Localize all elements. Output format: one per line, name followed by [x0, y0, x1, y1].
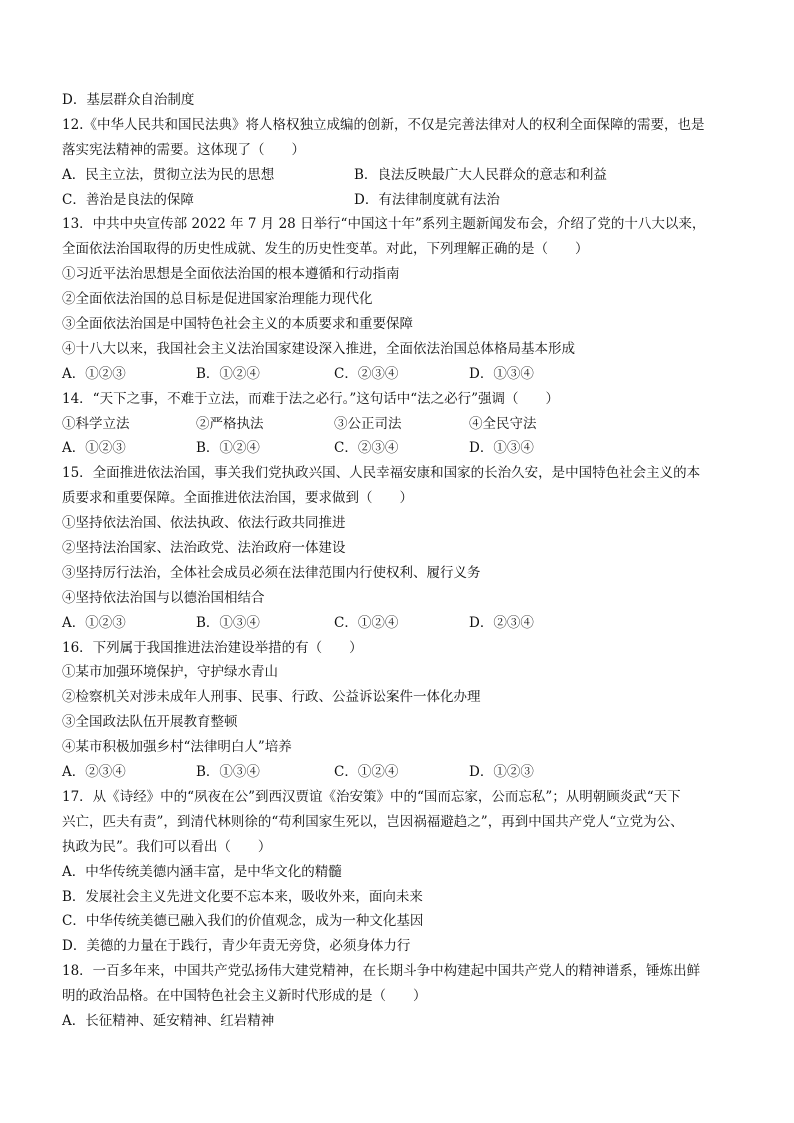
q17-option-a: A．中华传统美德内涵丰富，是中华文化的精髓 — [62, 863, 342, 880]
q15-option-b: B．①③④ — [196, 614, 260, 631]
q13-options — [62, 362, 742, 387]
q15-statement-4: ④坚持依法治国与以德治国相结合 — [62, 589, 265, 606]
q17-stem-line1: 17．从《诗经》中的“夙夜在公”到西汉贾谊《治安策》中的“国而忘家，公而忘私”；从明朝顾炎武“天下 — [62, 788, 681, 805]
q16-statement-2: ②检察机关对涉未成年人刑事、民事、行政、公益诉讼案件一体化办理 — [62, 689, 481, 706]
q12-stem-line2: 落实宪法精神的需要。这体现了（ ） — [62, 141, 305, 158]
q13-stem-line1: 13．中共中央宣传部 2022 年 7 月 28 日举行“中国这十年”系列主题新闻发布会，介绍了党的十八大以来， — [62, 216, 706, 233]
q13-statement-1: ①习近平法治思想是全面依法治国的根本遵循和行动指南 — [62, 266, 400, 283]
q13-statement-2: ②全面依法治国的总目标是促进国家治理能力现代化 — [62, 291, 373, 308]
q14-option-c: C．②③④ — [334, 440, 399, 457]
q16-options — [62, 760, 742, 785]
q18-stem-line1: 18．一百多年来，中国共产党弘扬伟大建党精神，在长期斗争中构建起中国共产党人的精神谱系，锤炼出鲜 — [62, 963, 701, 980]
q15-option-c: C．①②④ — [334, 614, 399, 631]
q12-option-c: C．善治是良法的保障 — [62, 191, 194, 208]
q17-stem-line3: 执政为民”。我们可以看出（ ） — [62, 838, 272, 855]
q12-stem-line1: 12.《中华人民共和国民法典》将人格权独立成编的创新，不仅是完善法律对人的权利全面保障的需要，也是 — [62, 116, 705, 133]
q14-option-d: D．①③④ — [469, 440, 534, 457]
q13-statement-3: ③全面依法治国是中国特色社会主义的本质要求和重要保障 — [62, 316, 413, 333]
q16-option-a: A．②③④ — [62, 764, 126, 781]
q15-stem-line2: 质要求和重要保障。全面推进依法治国，要求做到（ ） — [62, 490, 413, 507]
q11-option-d: D．基层群众自治制度 — [62, 92, 195, 108]
q15-option-a: A．①②③ — [62, 614, 126, 631]
q17-option-b: B．发展社会主义先进文化要不忘本来，吸收外来，面向未来 — [62, 888, 423, 905]
q12-option-d: D．有法律制度就有法治 — [354, 191, 500, 208]
q14-option-b: B．①②④ — [196, 440, 260, 457]
q16-option-b: B．①③④ — [196, 764, 260, 781]
q16-option-d: D．①②③ — [469, 764, 534, 781]
q15-option-d: D．②③④ — [469, 614, 534, 631]
q16-statement-4: ④某市积极加强乡村“法律明白人”培养 — [62, 739, 292, 756]
q13-option-d: D．①③④ — [469, 365, 534, 382]
q14-statement-4: ④全民守法 — [469, 415, 537, 432]
q15-statement-2: ②坚持法治国家、法治政党、法治政府一体建设 — [62, 540, 346, 557]
q13-option-b: B．①②④ — [196, 365, 260, 382]
q13-statement-4: ④十八大以来，我国社会主义法治国家建设深入推进，全面依法治国总体格局基本形成 — [62, 340, 575, 357]
q13-option-c: C．②③④ — [334, 365, 399, 382]
q16-stem: 16．下列属于我国推进法治建设举措的有（ ） — [62, 639, 363, 656]
q14-statement-1: ①科学立法 — [62, 415, 130, 432]
q17-option-c: C．中华传统美德已融入我们的价值观念，成为一种文化基因 — [62, 913, 424, 930]
q12-options-row2 — [62, 188, 742, 213]
q16-option-c: C．①②④ — [334, 764, 399, 781]
q17-option-d: D．美德的力量在于践行，青少年责无旁贷，必须身体力行 — [62, 938, 411, 955]
q15-options — [62, 611, 742, 636]
q18-stem-line2: 明的政治品格。在中国特色社会主义新时代形成的是（ ） — [62, 988, 427, 1005]
q15-stem-line1: 15．全面推进依法治国，事关我们党执政兴国、人民幸福安康和国家的长治久安，是中国特色社会主义的本 — [62, 465, 701, 482]
q13-stem-line2: 全面依法治国取得的历史性成就、发生的历史性变革。对此，下列理解正确的是（ ） — [62, 241, 589, 258]
q14-option-a: A．①②③ — [62, 440, 126, 457]
q12-options-row1 — [62, 163, 742, 188]
q16-statement-3: ③全国政法队伍开展教育整顿 — [62, 714, 238, 731]
q14-stem: 14．“天下之事，不难于立法，而难于法之必行。”这句话中“法之必行”强调（ ） — [62, 390, 560, 407]
q18-option-a: A．长征精神、延安精神、红岩精神 — [62, 1012, 275, 1029]
q14-statements — [62, 412, 742, 437]
q17-stem-line2: 兴亡，匹夫有责”，到清代林则徐的“苟利国家生死以，岂因祸福避趋之”，再到中国共产党人“立党为公、 — [62, 813, 684, 830]
q14-statement-3: ③公正司法 — [334, 415, 402, 432]
q14-statement-2: ②严格执法 — [196, 415, 264, 432]
q13-option-a: A．①②③ — [62, 365, 126, 382]
exam-page — [62, 88, 742, 1034]
q15-statement-3: ③坚持厉行法治，全体社会成员必须在法律范围内行使权利、履行义务 — [62, 564, 481, 581]
q14-options — [62, 436, 742, 461]
q12-option-b: B．良法反映最广大人民群众的意志和利益 — [354, 166, 607, 183]
q15-statement-1: ①坚持依法治国、依法执政、依法行政共同推进 — [62, 515, 346, 532]
q12-option-a: A．民主立法，贯彻立法为民的思想 — [62, 166, 275, 183]
q16-statement-1: ①某市加强环境保护，守护绿水青山 — [62, 664, 278, 681]
